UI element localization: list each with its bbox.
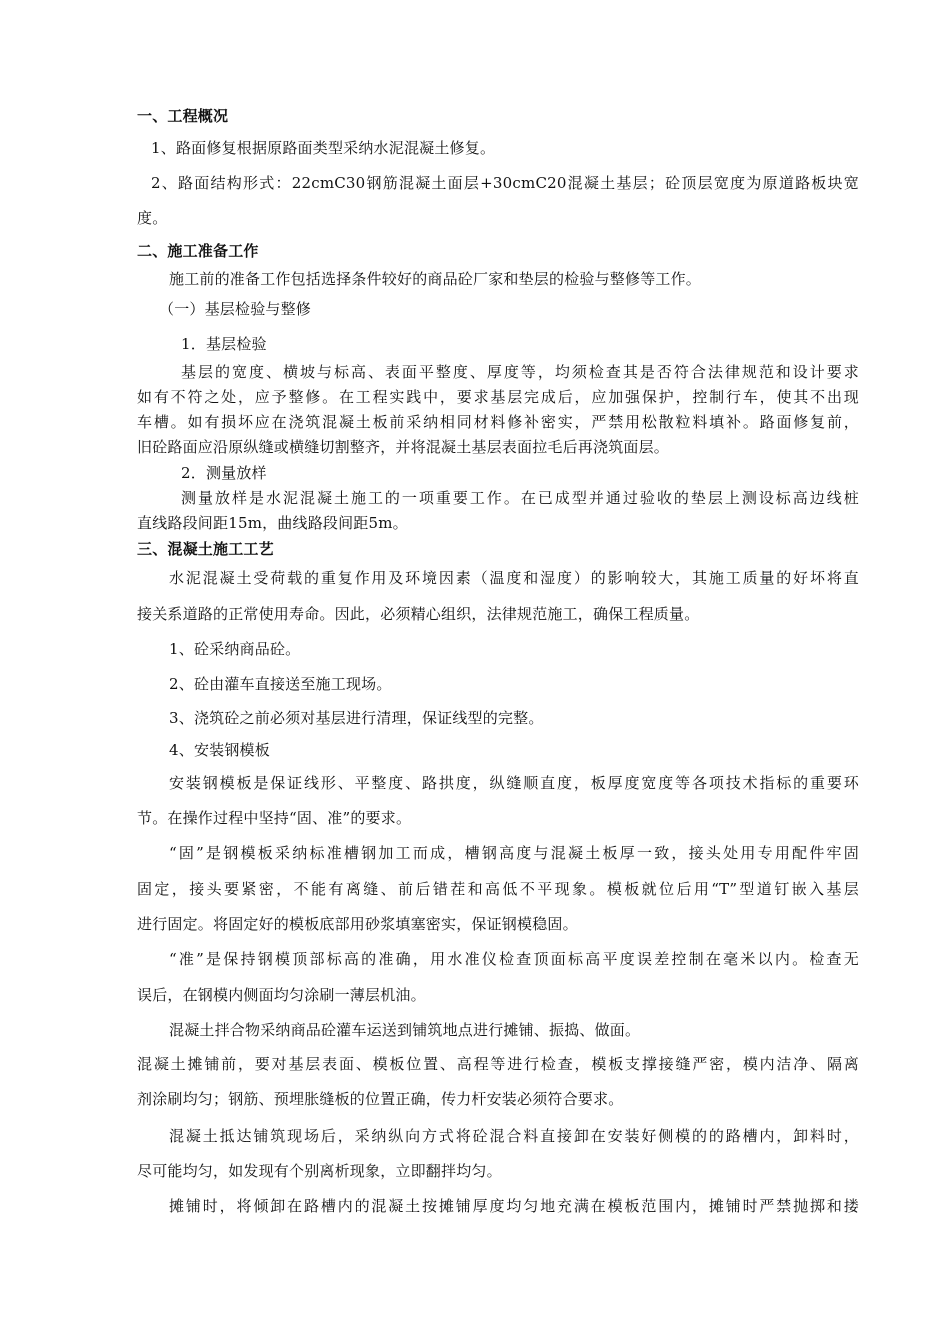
paragraph-line: 接关系道路的正常使用寿命。因此，必须精心组织，法律规范施工，确保工程质量。 xyxy=(137,605,700,623)
paragraph-line: 混凝土拌合物采纳商品砼灌车运送到铺筑地点进行摊铺、振捣、做面。 xyxy=(169,1021,641,1039)
paragraph-line: 剂涂刷均匀；钢筋、预埋胀缝板的位置正确，传力杆安装必须符合要求。 xyxy=(137,1090,624,1108)
paragraph-line: 基层的宽度、横坡与标高、表面平整度、厚度等，均须检查其是否符合法律规范和设计要求 xyxy=(181,363,859,381)
list-item: 2、砼由灌车直接送至施工现场。 xyxy=(169,675,392,693)
section-3-heading: 三、混凝土施工工艺 xyxy=(137,540,274,558)
paragraph-line: 2、路面结构形式：22cmC30钢筋混凝土面层+30cmC20混凝土基层；砼顶层宽度为原道路板块宽 xyxy=(151,174,859,192)
section-1-heading: 一、工程概况 xyxy=(137,107,229,125)
paragraph-line: 度。 xyxy=(137,209,168,227)
paragraph-line: 进行固定。将固定好的模板底部用砂浆填塞密实，保证钢模稳固。 xyxy=(137,915,578,933)
paragraph-line: “固”是钢模板采纳标准槽钢加工而成，槽钢高度与混凝土板厚一致，接头处用专用配件牢固 xyxy=(169,844,859,862)
paragraph-line: 安装钢模板是保证线形、平整度、路拱度，纵缝顺直度，板厚度宽度等各项技术指标的重要环 xyxy=(169,774,859,792)
paragraph-line: 如有不符之处，应予整修。在工程实践中，要求基层完成后，应加强保护，控制行车，使其不出现 xyxy=(137,388,859,406)
paragraph-line: 施工前的准备工作包括选择条件较好的商品砼厂家和垫层的检验与整修等工作。 xyxy=(169,270,702,288)
list-item: 1、砼采纳商品砼。 xyxy=(169,640,301,658)
paragraph-line: 水泥混凝土受荷载的重复作用及环境因素（温度和湿度）的影响较大，其施工质量的好坏将直 xyxy=(169,569,859,587)
paragraph-line: 尽可能均匀，如发现有个别离析现象，立即翻拌均匀。 xyxy=(137,1162,502,1180)
section-2-heading: 二、施工准备工作 xyxy=(137,242,259,260)
paragraph-line: 混凝土抵达铺筑现场后，采纳纵向方式将砼混合料直接卸在安装好侧模的的路槽内，卸料时， xyxy=(169,1127,859,1145)
paragraph-line: 车槽。如有损坏应在浇筑混凝土板前采纳相同材料修补密实，严禁用松散粒料填补。路面修复前， xyxy=(137,413,859,431)
paragraph-line: 固定，接头要紧密，不能有离缝、前后错茬和高低不平现象。模板就位后用“T”型道钉嵌入基层 xyxy=(137,880,859,898)
item-heading: 1．基层检验 xyxy=(181,335,267,353)
list-item: 3、浇筑砼之前必须对基层进行清理，保证线型的完整。 xyxy=(169,709,544,727)
list-item: 4、安装钢模板 xyxy=(169,741,270,759)
paragraph-line: 直线路段间距15m，曲线路段间距5m。 xyxy=(137,514,408,532)
paragraph-line: 节。在操作过程中坚持“固、准”的要求。 xyxy=(137,809,412,827)
paragraph-line: 1、路面修复根据原路面类型采纳水泥混凝土修复。 xyxy=(151,139,496,157)
paragraph-line: 误后，在钢模内侧面均匀涂刷一薄层机油。 xyxy=(137,986,426,1004)
item-heading: 2．测量放样 xyxy=(181,464,267,482)
paragraph-line: 旧砼路面应沿原纵缝或横缝切割整齐，并将混凝土基层表面拉毛后再浇筑面层。 xyxy=(137,438,670,456)
paragraph-line: “准”是保持钢模顶部标高的准确，用水准仪检查顶面标高平度误差控制在毫米以内。检查无 xyxy=(169,950,859,968)
paragraph-line: 摊铺时，将倾卸在路槽内的混凝土按摊铺厚度均匀地充满在模板范围内，摊铺时严禁抛掷和搂 xyxy=(169,1197,859,1215)
paragraph-line: 混凝土摊铺前，要对基层表面、模板位置、高程等进行检查，模板支撑接缝严密，模内洁净、隔离 xyxy=(137,1055,859,1073)
paragraph-line: 测量放样是水泥混凝土施工的一项重要工作。在已成型并通过验收的垫层上测设标高边线桩 xyxy=(181,489,859,507)
subsection-heading: （一）基层检验与整修 xyxy=(159,300,312,318)
